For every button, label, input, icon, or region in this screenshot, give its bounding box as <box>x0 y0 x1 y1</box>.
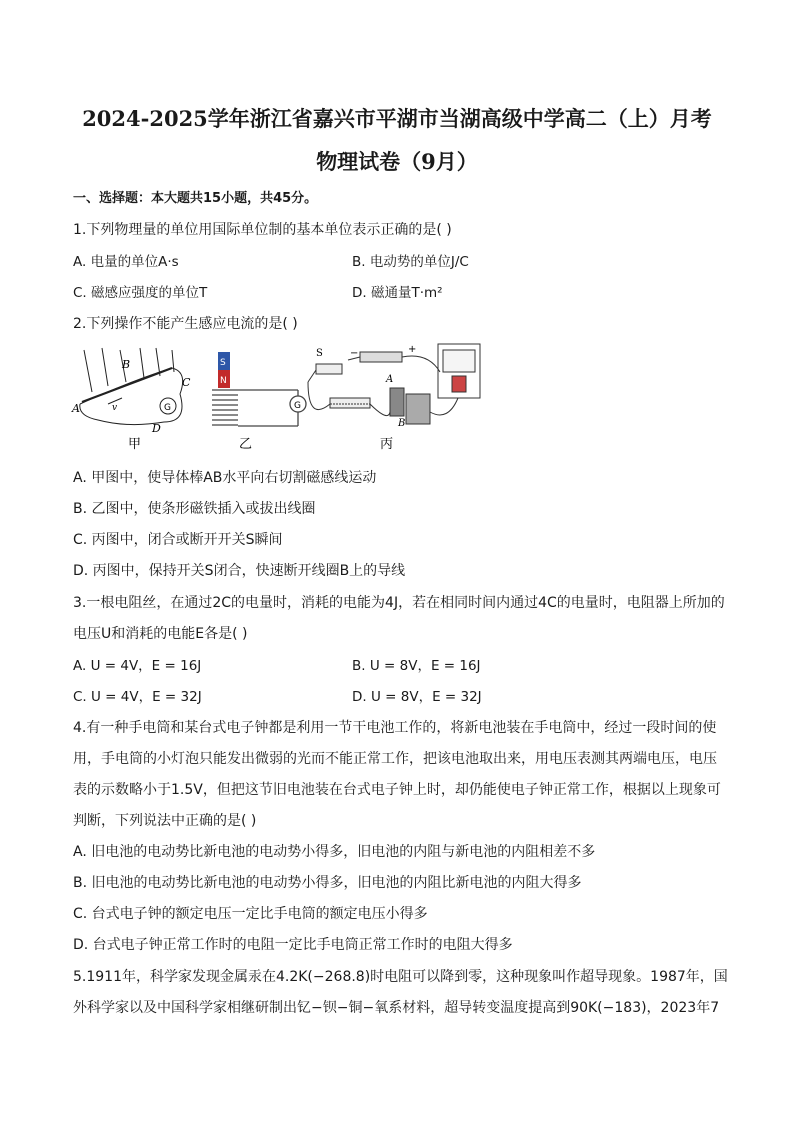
q4-stem-line3: 表的示数略小于1.5V，但把这节旧电池装在台式电子钟上时，却仍能使电子钟正常工作，根据以上现象可 <box>73 782 721 798</box>
q2-option-d: D. 丙图中，保持开关S闭合，快速断开线圈B上的导线 <box>73 563 406 579</box>
caption-yi: 乙 <box>239 437 253 452</box>
figure-bing <box>308 344 480 424</box>
caption-jia: 甲 <box>128 437 142 452</box>
galvanometer-g-jia: G <box>164 403 171 413</box>
q1-option-d: D. 磁通量T·m² <box>352 285 443 301</box>
q4-stem-line2: 用，手电筒的小灯泡只能发出微弱的光而不能正常工作，把该电池取出来，用电压表测其两端电压，电压 <box>73 751 717 767</box>
q1-option-c: C. 磁感应强度的单位T <box>73 285 208 301</box>
q4-option-b: B. 旧电池的电动势比新电池的电动势小得多，旧电池的内阻比新电池的内阻大得多 <box>73 875 582 891</box>
q3-stem-line2: 电压U和消耗的电能E各是( ) <box>73 626 248 642</box>
q3-option-c: C. U = 4V，E = 32J <box>73 689 202 705</box>
q5-stem-line2: 外科学家以及中国科学家相继研制出钇−钡−铜−氧系材料，超导转变温度提高到90K(−183)，2023年7 <box>73 1000 720 1016</box>
q4-option-c: C. 台式电子钟的额定电压一定比手电筒的额定电压小得多 <box>73 906 428 922</box>
q4-stem-line4: 判断，下列说法中正确的是( ) <box>73 813 257 829</box>
page-title: 2024-2025学年浙江省嘉兴市平湖市当湖高级中学高二（上）月考 <box>82 106 712 131</box>
q3-stem-line1: 3.一根电阻丝，在通过2C的电量时，消耗的电能为4J，若在相同时间内通过4C的电量时，电阻器上所加的 <box>73 595 725 611</box>
q2-figure <box>68 342 488 454</box>
q1-stem: 1.下列物理量的单位用国际单位制的基本单位表示正确的是( ) <box>73 222 452 238</box>
q2-option-c: C. 丙图中，闭合或断开开关S瞬间 <box>73 532 283 548</box>
label-b: B <box>122 358 131 371</box>
galvanometer-g-yi: G <box>294 401 301 411</box>
magnet-pole-s: S <box>220 358 226 368</box>
label-c: C <box>182 376 191 389</box>
q3-option-b: B. U = 8V，E = 16J <box>352 658 481 674</box>
q1-option-b: B. 电动势的单位J/C <box>352 254 469 270</box>
coil-a-label: A <box>386 374 394 385</box>
q2-stem: 2.下列操作不能产生感应电流的是( ) <box>73 316 298 332</box>
q3-option-a: A. U = 4V，E = 16J <box>73 658 202 674</box>
q5-stem-line1: 5.1911年，科学家发现金属汞在4.2K(−268.8)时电阻可以降到零，这种现象叫作超导现象。1987年，国 <box>73 969 728 985</box>
label-a: A <box>72 402 80 415</box>
q4-option-d: D. 台式电子钟正常工作时的电阻一定比手电筒正常工作时的电阻大得多 <box>73 937 513 953</box>
page-subtitle: 物理试卷（9月） <box>316 149 478 174</box>
q2-option-b: B. 乙图中，使条形磁铁插入或拔出线圈 <box>73 501 316 517</box>
figure-jia <box>80 348 183 425</box>
magnet-pole-n: N <box>220 376 227 386</box>
q1-option-a: A. 电量的单位A·s <box>73 254 179 270</box>
battery-minus: − <box>350 348 359 359</box>
label-v: v <box>112 403 118 413</box>
q4-option-a: A. 旧电池的电动势比新电池的电动势小得多，旧电池的内阻与新电池的内阻相差不多 <box>73 844 596 860</box>
q2-option-a: A. 甲图中，使导体棒AB水平向右切割磁感线运动 <box>73 470 377 486</box>
q3-option-d: D. U = 8V，E = 32J <box>352 689 482 705</box>
q4-stem-line1: 4.有一种手电筒和某台式电子钟都是利用一节干电池工作的，将新电池装在手电筒中，经过一段时间的使 <box>73 720 717 736</box>
caption-bing: 丙 <box>380 437 394 452</box>
q2-figure-svg <box>68 342 488 454</box>
coil-b-label: B <box>398 418 406 429</box>
figure-yi <box>212 352 306 426</box>
label-d: D <box>152 422 161 435</box>
switch-label-s: S <box>316 348 323 359</box>
section-heading: 一、选择题：本大题共15小题，共45分。 <box>73 191 318 206</box>
battery-plus: + <box>408 344 417 355</box>
